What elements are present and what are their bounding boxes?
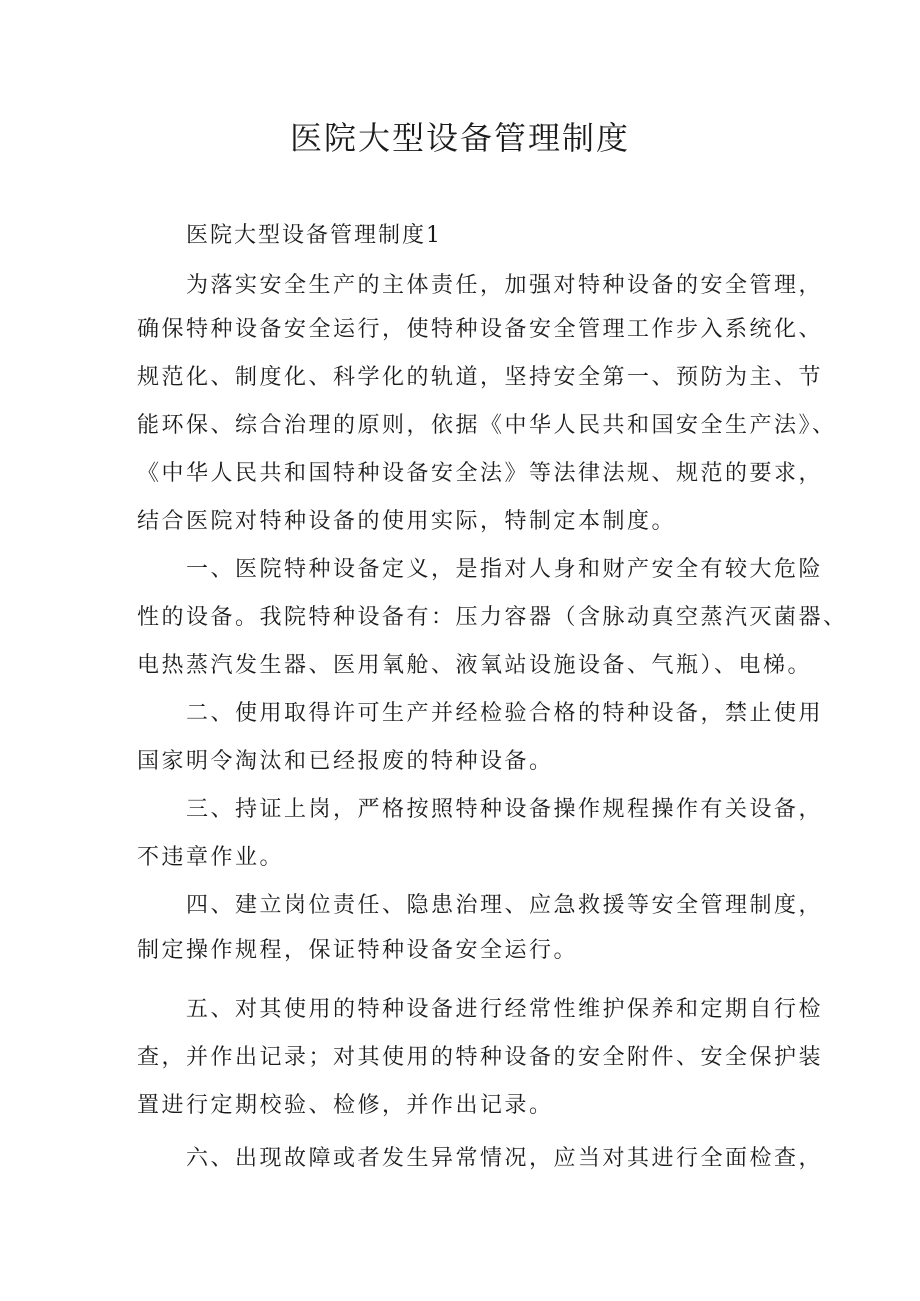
section-heading: 医院大型设备管理制度1 [186,223,442,248]
paragraph-line: 一、医院特种设备定义，是指对人身和财产安全有较大危险 [186,557,824,582]
paragraph-line: 五、对其使用的特种设备进行经常性维护保养和定期自行检 [186,997,824,1022]
paragraph-line: 为落实安全生产的主体责任，加强对特种设备的安全管理， [186,273,824,298]
paragraph-line: 不违章作业。 [137,845,285,870]
paragraph-line: 四、建立岗位责任、隐患治理、应急救援等安全管理制度， [186,893,824,918]
paragraph-line: 国家明令淘汰和已经报废的特种设备。 [137,749,554,774]
paragraph-line: 二、使用取得许可生产并经检验合格的特种设备，禁止使用 [186,701,824,726]
paragraph-line: 《中华人民共和国特种设备安全法》等法律法规、规范的要求， [137,461,824,486]
paragraph-line: 电热蒸汽发生器、医用氧舱、液氧站设施设备、气瓶）、电梯。 [137,653,813,678]
paragraph-line: 置进行定期校验、检修，并作出记录。 [137,1093,554,1118]
paragraph-line: 性的设备。我院特种设备有：压力容器（含脉动真空蒸汽灭菌器、 [137,605,848,630]
paragraph-line: 制定操作规程，保证特种设备安全运行。 [137,938,579,963]
paragraph-line: 三、持证上岗，严格按照特种设备操作规程操作有关设备， [186,797,824,822]
document-title: 医院大型设备管理制度 [289,119,630,157]
paragraph-line: 六、出现故障或者发生异常情况，应当对其进行全面检查， [186,1146,824,1171]
paragraph-line: 规范化、制度化、科学化的轨道，坚持安全第一、预防为主、节 [137,365,824,390]
paragraph-line: 结合医院对特种设备的使用实际，特制定本制度。 [137,509,677,534]
paragraph-line: 查，并作出记录；对其使用的特种设备的安全附件、安全保护装 [137,1045,824,1070]
paragraph-line: 确保特种设备安全运行，使特种设备安全管理工作步入系统化、 [137,317,824,342]
paragraph-line: 能环保、综合治理的原则，依据《中华人民共和国安全生产法》、 [137,413,837,438]
